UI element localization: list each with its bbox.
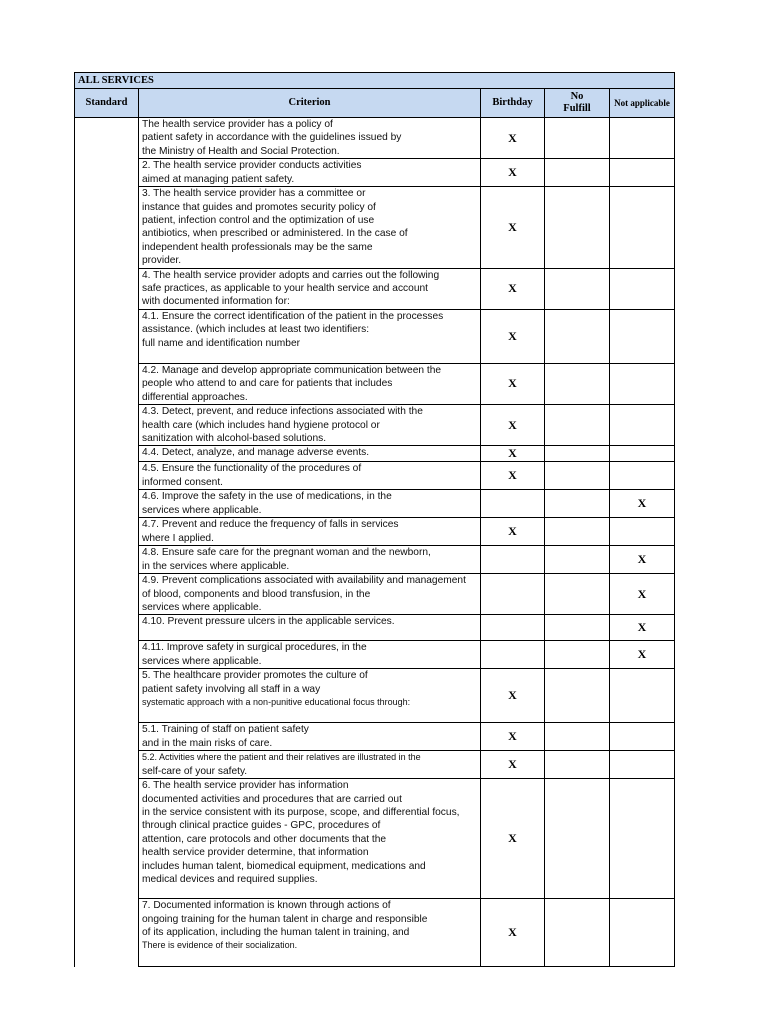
table-row	[75, 490, 675, 518]
criterion-line: 7. Documented information is known through actions of	[142, 900, 391, 912]
standards-sheet	[74, 72, 674, 967]
no-fulfill-mark	[545, 446, 610, 462]
criterion-cell	[139, 546, 481, 574]
table-row	[75, 268, 675, 309]
no-fulfill-mark	[545, 518, 610, 546]
criterion-line: ongoing training for the human talent in charge and responsible	[142, 913, 428, 925]
not-applicable-mark: X	[610, 641, 675, 669]
criterion-line: in the services where applicable.	[142, 560, 290, 572]
criteria-table	[74, 72, 675, 967]
table-row	[75, 187, 675, 268]
criteria-rows	[75, 118, 675, 967]
birthday-mark: X	[481, 751, 545, 779]
col-criterion-header: Criterion	[139, 89, 481, 118]
criterion-cell	[139, 159, 481, 187]
no-fulfill-mark	[545, 118, 610, 159]
criterion-line: antibiotics, when prescribed or administered. In the case of	[142, 228, 408, 240]
table-row	[75, 462, 675, 490]
col-birthday-header: Birthday	[481, 89, 545, 118]
birthday-mark	[481, 615, 545, 641]
birthday-mark: X	[481, 446, 545, 462]
col-no-fulfill-header	[545, 89, 610, 118]
criterion-line: safe practices, as applicable to your health service and account	[142, 283, 428, 295]
birthday-mark: X	[481, 669, 545, 723]
criterion-cell	[139, 268, 481, 309]
criterion-line: 4.11. Improve safety in surgical procedures, in the	[142, 642, 367, 654]
col-not-applicable-header: Not applicable	[610, 89, 675, 118]
criterion-cell	[139, 669, 481, 723]
criterion-line: 4.8. Ensure safe care for the pregnant woman and the newborn,	[142, 547, 431, 559]
table-row	[75, 363, 675, 404]
criterion-line: in the service consistent with its purpose, scope, and differential focus,	[142, 806, 460, 818]
table-row	[75, 779, 675, 899]
no-fulfill-mark	[545, 187, 610, 268]
table-row	[75, 159, 675, 187]
criterion-cell	[139, 462, 481, 490]
col-standard-header: Standard	[75, 89, 139, 118]
criterion-line: health care (which includes hand hygiene protocol or	[142, 419, 380, 431]
criterion-line: with documented information for:	[142, 296, 290, 308]
standard-cell	[75, 309, 139, 363]
criterion-line: medical devices and required supplies.	[142, 874, 318, 885]
criterion-line: informed consent.	[142, 476, 223, 488]
standard-cell	[75, 462, 139, 490]
no-fulfill-mark	[545, 159, 610, 187]
table-row	[75, 751, 675, 779]
birthday-mark: X	[481, 268, 545, 309]
table-row	[75, 405, 675, 446]
criterion-line: systematic approach with a non-punitive educational focus through:	[142, 697, 411, 708]
no-fulfill-mark	[545, 309, 610, 363]
table-row	[75, 574, 675, 615]
criterion-line: 4.1. Ensure the correct identification of the patient in the processes	[142, 310, 444, 322]
criterion-cell	[139, 518, 481, 546]
no-fulfill-mark	[545, 669, 610, 723]
not-applicable-mark: X	[610, 546, 675, 574]
standard-cell	[75, 546, 139, 574]
no-fulfill-mark	[545, 574, 610, 615]
standard-cell	[75, 363, 139, 404]
criterion-line: 3. The health service provider has a committee or	[142, 188, 366, 200]
not-applicable-mark	[610, 187, 675, 268]
not-applicable-mark	[610, 462, 675, 490]
birthday-mark: X	[481, 405, 545, 446]
not-applicable-mark	[610, 446, 675, 462]
criterion-line: aimed at managing patient safety.	[142, 173, 295, 185]
criterion-line: differential approaches.	[142, 391, 248, 403]
standard-cell	[75, 723, 139, 751]
not-applicable-mark	[610, 723, 675, 751]
birthday-mark: X	[481, 309, 545, 363]
criterion-line: patient, infection control and the optimization of use	[142, 215, 375, 227]
not-applicable-mark: X	[610, 574, 675, 615]
criterion-line: documented activities and procedures that are carried out	[142, 793, 402, 805]
table-row	[75, 723, 675, 751]
criterion-cell	[139, 446, 481, 462]
criterion-line: 4.7. Prevent and reduce the frequency of falls in services	[142, 519, 399, 531]
table-row	[75, 899, 675, 967]
table-row	[75, 669, 675, 723]
standard-cell	[75, 779, 139, 899]
no-fulfill-mark	[545, 462, 610, 490]
not-applicable-mark: X	[610, 490, 675, 518]
criterion-line: includes human talent, biomedical equipment, medications and	[142, 860, 426, 872]
criterion-line: 4.9. Prevent complications associated with availability and management	[142, 575, 466, 587]
criterion-line: provider.	[142, 255, 182, 267]
standard-cell	[75, 187, 139, 268]
criterion-line: 4. The health service provider adopts and carries out the following	[142, 269, 440, 281]
criterion-line: patient safety in accordance with the guidelines issued by	[142, 132, 402, 144]
criterion-line: of its application, including the human talent in training, and	[142, 926, 410, 938]
birthday-mark: X	[481, 118, 545, 159]
no-fulfill-mark	[545, 268, 610, 309]
criterion-line: the Ministry of Health and Social Protection.	[142, 145, 340, 157]
criterion-line: 5.1. Training of staff on patient safety	[142, 724, 309, 736]
birthday-mark: X	[481, 779, 545, 899]
criterion-line: 4.6. Improve the safety in the use of medications, in the	[142, 491, 392, 503]
criterion-line: full name and identification number	[142, 337, 301, 349]
standard-cell	[75, 641, 139, 669]
criterion-cell	[139, 723, 481, 751]
table-row	[75, 518, 675, 546]
not-applicable-mark	[610, 751, 675, 779]
standard-cell	[75, 899, 139, 967]
standard-cell	[75, 159, 139, 187]
criterion-line: 4.4. Detect, analyze, and manage adverse events.	[142, 447, 370, 459]
not-applicable-mark	[610, 779, 675, 899]
criterion-line: instance that guides and promotes security policy of	[142, 201, 376, 213]
standard-cell	[75, 405, 139, 446]
criterion-cell	[139, 615, 481, 641]
birthday-mark	[481, 574, 545, 615]
criterion-line: and in the main risks of care.	[142, 737, 273, 749]
standard-cell	[75, 669, 139, 723]
table-row	[75, 641, 675, 669]
no-fulfill-mark	[545, 751, 610, 779]
not-applicable-mark	[610, 405, 675, 446]
criterion-line: The health service provider has a policy of	[142, 119, 333, 130]
no-fulfill-mark	[545, 779, 610, 899]
birthday-mark	[481, 490, 545, 518]
no-fulfill-mark	[545, 490, 610, 518]
standard-cell	[75, 446, 139, 462]
criterion-cell	[139, 118, 481, 159]
birthday-mark	[481, 546, 545, 574]
no-fulfill-mark	[545, 723, 610, 751]
no-fulfill-mark	[545, 899, 610, 967]
table-row	[75, 546, 675, 574]
criterion-line: services where applicable.	[142, 655, 262, 667]
not-applicable-mark	[610, 268, 675, 309]
criterion-line: independent health professionals may be the same	[142, 241, 373, 253]
criterion-cell	[139, 751, 481, 779]
criterion-cell	[139, 405, 481, 446]
criterion-line: people who attend to and care for patients that includes	[142, 378, 393, 390]
not-applicable-mark	[610, 669, 675, 723]
criterion-line: where I applied.	[142, 532, 214, 544]
criterion-cell	[139, 363, 481, 404]
standard-cell	[75, 751, 139, 779]
criterion-line: 5. The healthcare provider promotes the culture of	[142, 670, 368, 682]
criterion-line: services where applicable.	[142, 504, 262, 516]
birthday-mark: X	[481, 518, 545, 546]
standard-cell	[75, 574, 139, 615]
criterion-line: sanitization with alcohol-based solutions.	[142, 432, 327, 444]
birthday-mark: X	[481, 462, 545, 490]
standard-cell	[75, 615, 139, 641]
birthday-mark: X	[481, 723, 545, 751]
table-row	[75, 118, 675, 159]
no-fulfill-mark	[545, 615, 610, 641]
not-applicable-mark	[610, 309, 675, 363]
criterion-cell	[139, 574, 481, 615]
birthday-mark: X	[481, 187, 545, 268]
standard-cell	[75, 518, 139, 546]
criterion-line: patient safety involving all staff in a way	[142, 683, 321, 695]
criterion-line: self-care of your safety.	[142, 765, 248, 777]
standard-cell	[75, 268, 139, 309]
section-title: ALL SERVICES	[75, 73, 675, 89]
no-fulfill-mark	[545, 363, 610, 404]
standard-cell	[75, 490, 139, 518]
not-applicable-mark	[610, 159, 675, 187]
criterion-line: services where applicable.	[142, 601, 262, 613]
birthday-mark: X	[481, 159, 545, 187]
birthday-mark	[481, 641, 545, 669]
not-applicable-mark	[610, 363, 675, 404]
criterion-line: 4.10. Prevent pressure ulcers in the applicable services.	[142, 616, 395, 628]
criterion-cell	[139, 899, 481, 967]
standard-cell	[75, 118, 139, 159]
criterion-line: 4.3. Detect, prevent, and reduce infections associated with the	[142, 406, 423, 418]
not-applicable-mark	[610, 518, 675, 546]
criterion-line: 6. The health service provider has information	[142, 780, 349, 792]
criterion-line: health service provider determine, that information	[142, 847, 369, 859]
criterion-line: 4.5. Ensure the functionality of the procedures of	[142, 463, 362, 475]
not-applicable-mark: X	[610, 615, 675, 641]
birthday-mark: X	[481, 363, 545, 404]
no-fulfill-mark	[545, 405, 610, 446]
criterion-line: of blood, components and blood transfusion, in the	[142, 588, 371, 600]
table-row	[75, 309, 675, 363]
criterion-cell	[139, 490, 481, 518]
criterion-line: assistance. (which includes at least two identifiers:	[142, 324, 370, 336]
no-fulfill-mark	[545, 641, 610, 669]
no-fulfill-mark	[545, 546, 610, 574]
not-applicable-mark	[610, 118, 675, 159]
criterion-line: 2. The health service provider conducts activities	[142, 160, 362, 172]
criterion-line: There is evidence of their socialization.	[142, 940, 298, 951]
criterion-cell	[139, 779, 481, 899]
no-fulfill-line-1: No	[570, 91, 584, 102]
criterion-line: attention, care protocols and other documents that the	[142, 833, 387, 845]
no-fulfill-line-2: Fulfill	[563, 103, 591, 114]
criterion-line: 5.2. Activities where the patient and their relatives are illustrated in the	[142, 752, 421, 763]
criterion-cell	[139, 187, 481, 268]
criterion-line: 4.2. Manage and develop appropriate communication between the	[142, 364, 442, 376]
table-row	[75, 446, 675, 462]
birthday-mark: X	[481, 899, 545, 967]
criterion-line: through clinical practice guides - GPC, procedures of	[142, 820, 381, 832]
table-row	[75, 615, 675, 641]
criterion-cell	[139, 309, 481, 363]
criterion-cell	[139, 641, 481, 669]
not-applicable-mark	[610, 899, 675, 967]
